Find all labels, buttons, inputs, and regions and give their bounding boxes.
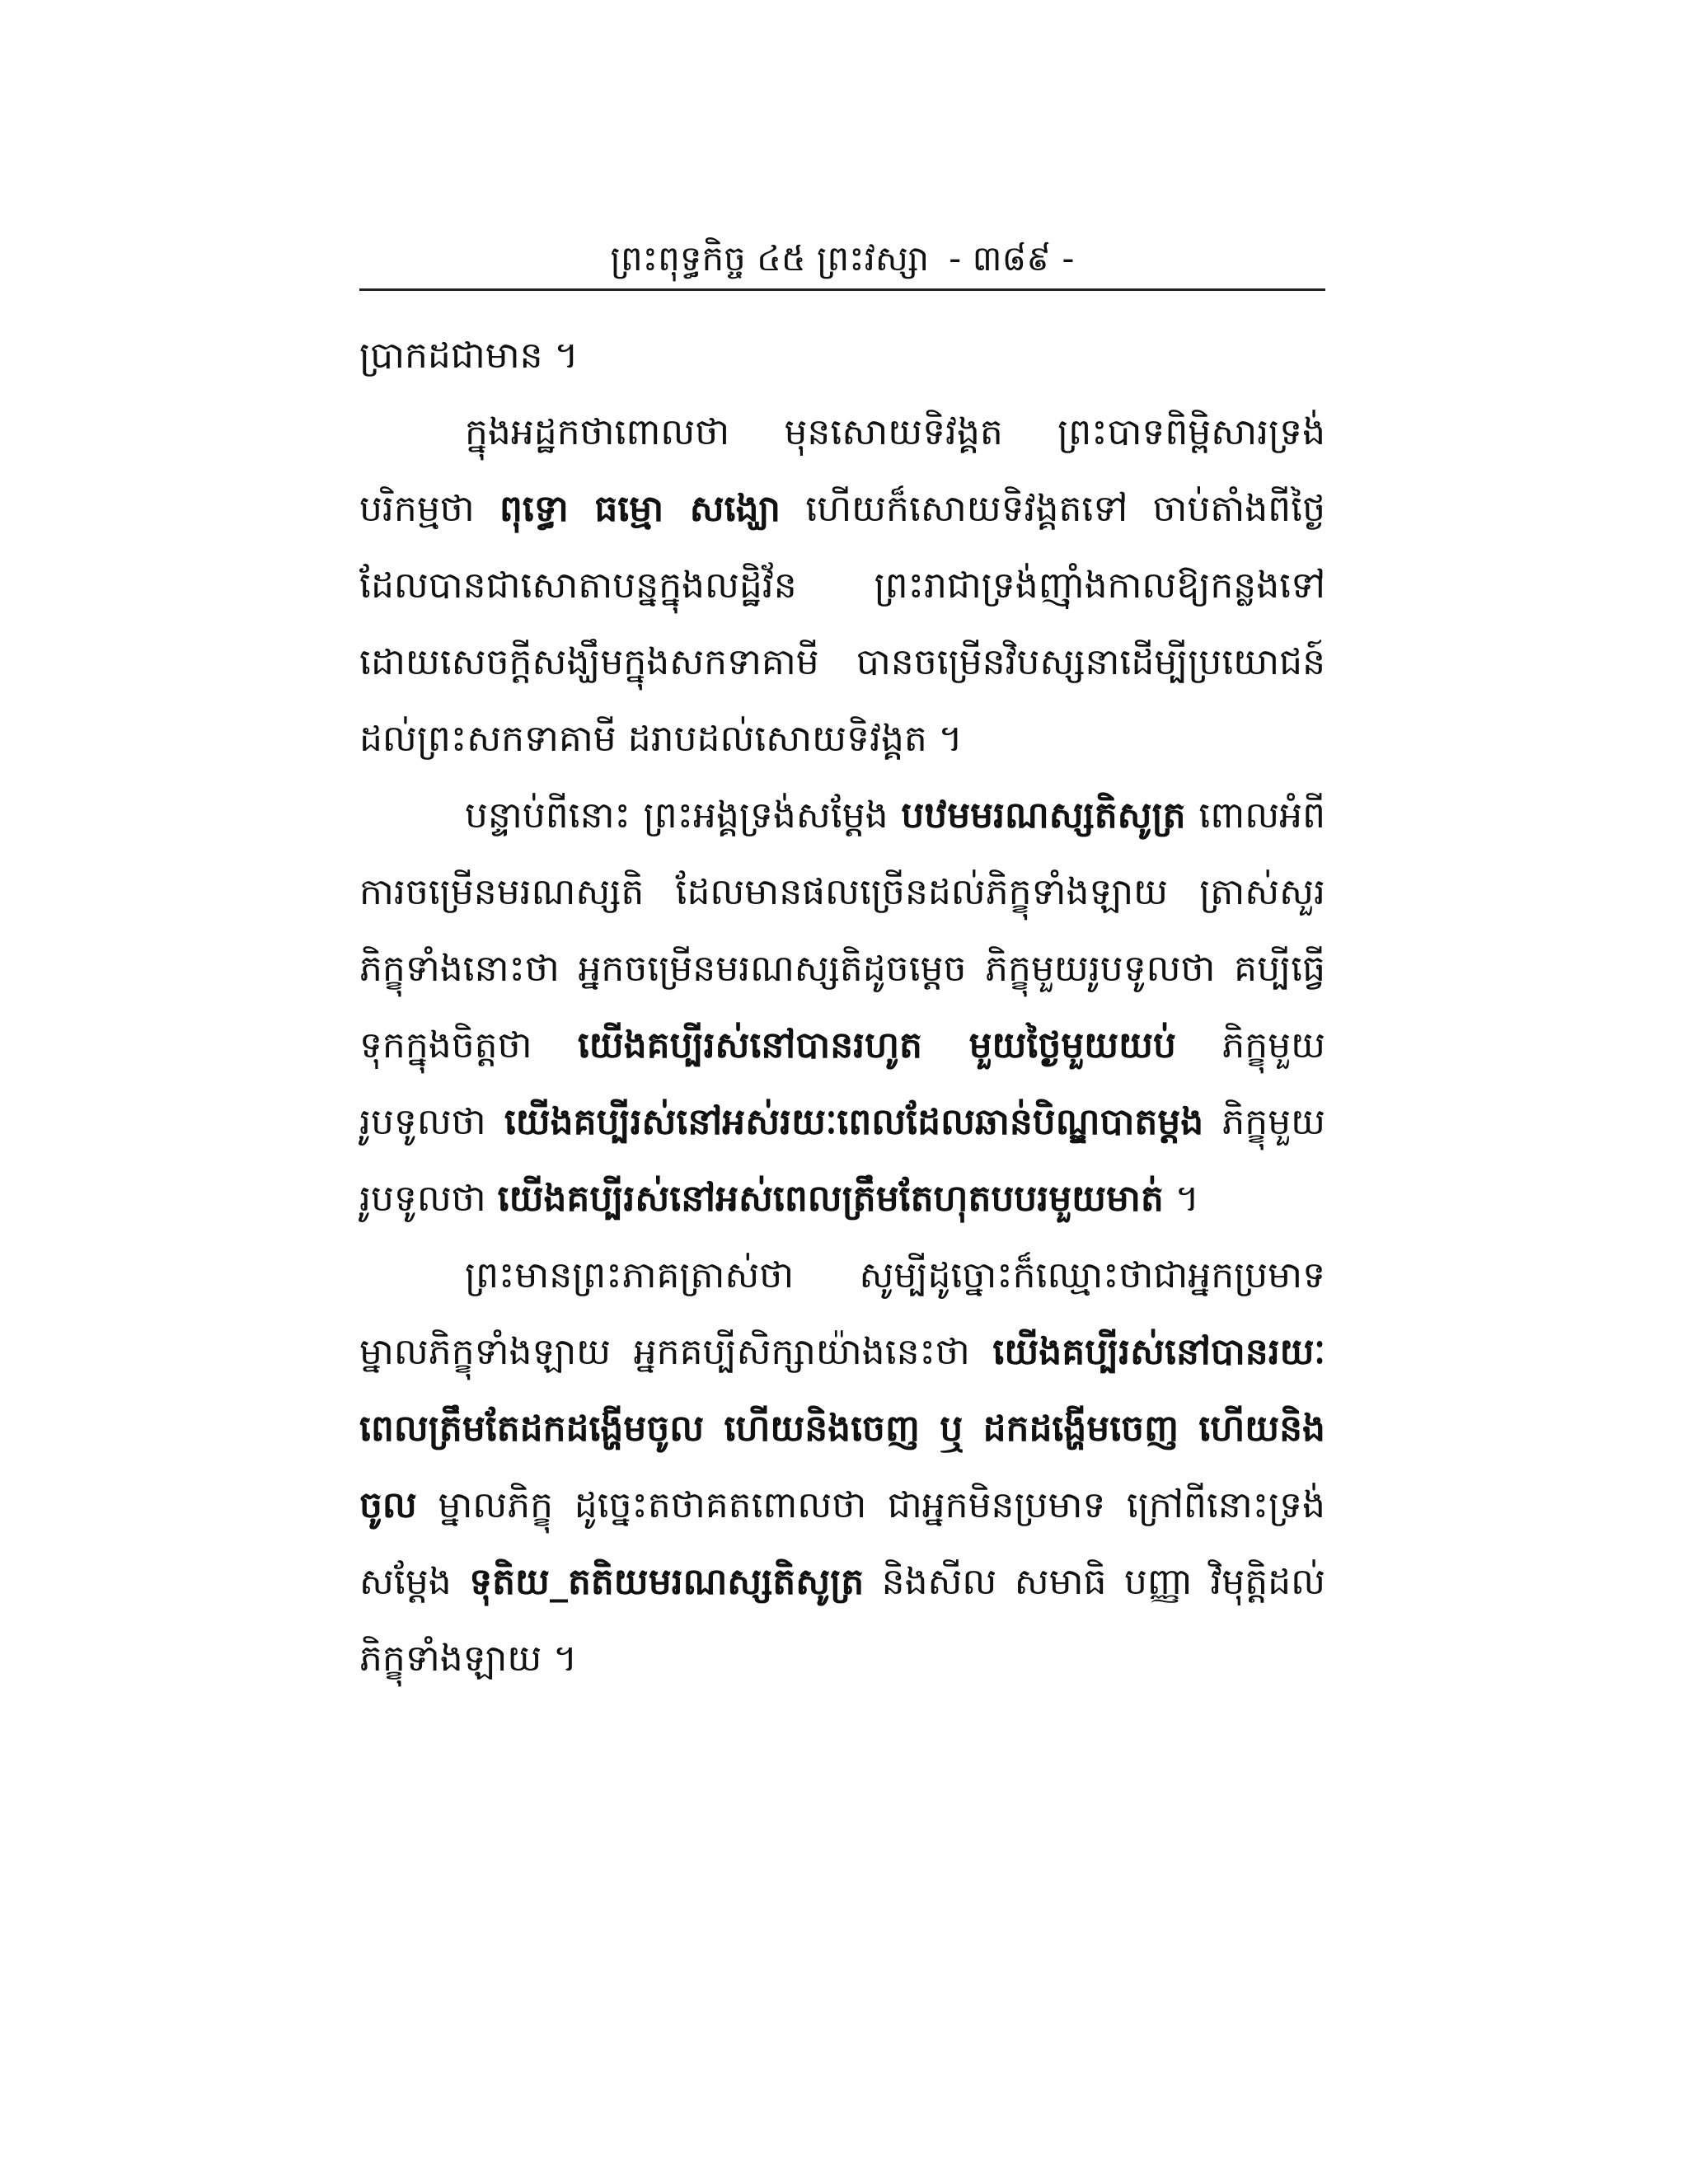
paragraph-2 — [359, 394, 1325, 777]
bold-text-run: បឋមមរណស្សតិសូត្រ — [901, 794, 1186, 837]
paragraph-4 — [359, 1237, 1325, 1697]
text-run: ភិក្ខុមួយរូបទូលថា — [359, 1024, 1325, 1143]
text-run: ម្នាលភិក្ខុ ដូច្នេះតថាគតពោលថា ជាអ្នកមិនប្រមាទ ក្រៅពីនោះទ្រង់សម្ដែង — [359, 1484, 1325, 1603]
paragraph-1 — [359, 317, 1325, 394]
text-run: ពោលអំពីការចម្រើនមរណស្សតិ ដែលមានផលច្រើនដល់ភិក្ខុទាំងឡាយ ត្រាស់សួរភិក្ខុទាំងនោះថា អ្នកចម្រើនមរណស្សតិដូចម្ដេច ភិក្ខុមួយរូបទូលថា គប្បីធ្វើទុកក្នុងចិត្តថា — [359, 794, 1325, 1066]
bold-text-run: យើងគប្បីរស់នៅអស់រយៈពេលដែលឆាន់បិណ្ឌបាតម្ដង — [504, 1101, 1204, 1143]
page-header — [359, 229, 1325, 291]
paragraph-3 — [359, 777, 1325, 1237]
text-run: ហើយក៏សោយទិវង្គតទៅ ចាប់តាំងពីថ្ងៃដែលបានជាសោតាបន្នក្នុងលដ្ឋិវ័ន ព្រះរាជាទ្រង់ញ៉ាំងកាលឱ្យកន្លងទៅ ដោយសេចក្ដីសង្ឃឹមក្នុងសកទាគាមី បានចម្រើនវិបស្សនាដើម្បីប្រយោជន៍ដល់ព្រះសកទាគាមី ដរាបដល់សោយទិវង្គត ។ — [359, 488, 1325, 760]
text-run: ព្រះមានព្រះភាគត្រាស់ថា សូម្បីដូច្នោះក៏ឈ្មោះថាជាអ្នកប្រមាទ ម្នាលភិក្ខុទាំងឡាយ អ្នកគប្បីសិក្សាយ៉ាងនេះថា — [359, 1254, 1325, 1373]
bold-text-run: ទុតិយ_តតិយមរណស្សតិសូត្រ — [469, 1561, 865, 1603]
bold-text-run: ពុទ្ធោ ធម្មោ សង្ឃោ — [499, 488, 781, 530]
text-run: ក្នុងអដ្ឋកថាពោលថា មុនសោយទិវង្គត ព្រះបាទពិម្ពិសារទ្រង់បរិកម្មថា — [359, 411, 1325, 530]
bold-text-run: យើងគប្បីរស់នៅបានរហូត មួយថ្ងៃមួយយប់ — [577, 1024, 1176, 1066]
body-text — [359, 317, 1325, 1697]
bold-text-run: យើងគប្បីរស់នៅអស់ពេលត្រឹមតែហុតបបរមួយមាត់ — [497, 1178, 1164, 1220]
book-title: ព្រះពុទ្ធកិច្ច ៤៥ ព្រះវស្សា — [610, 238, 930, 279]
text-run: និងសីល សមាធិ បញ្ញា វិមុត្តិដល់ភិក្ខុទាំងឡាយ ។ — [359, 1561, 1325, 1680]
text-run: ភិក្ខុមួយរូបទូលថា — [359, 1101, 1325, 1220]
text-run: ប្រាកដជាមាន ។ — [359, 335, 579, 377]
bold-text-run: យើងគប្បីរស់នៅបានរយៈពេលត្រឹមតែដកដង្ហើមចូល ហើយនិងចេញ ឬ ដកដង្ហើមចេញ ហើយនិងចូល — [359, 1331, 1325, 1526]
text-run: បន្ទាប់ពីនោះ ព្រះអង្គទ្រង់សម្ដែង — [465, 794, 902, 837]
text-run: ។ — [1163, 1178, 1199, 1220]
page-number: - ៣៨៩ - — [949, 238, 1075, 279]
